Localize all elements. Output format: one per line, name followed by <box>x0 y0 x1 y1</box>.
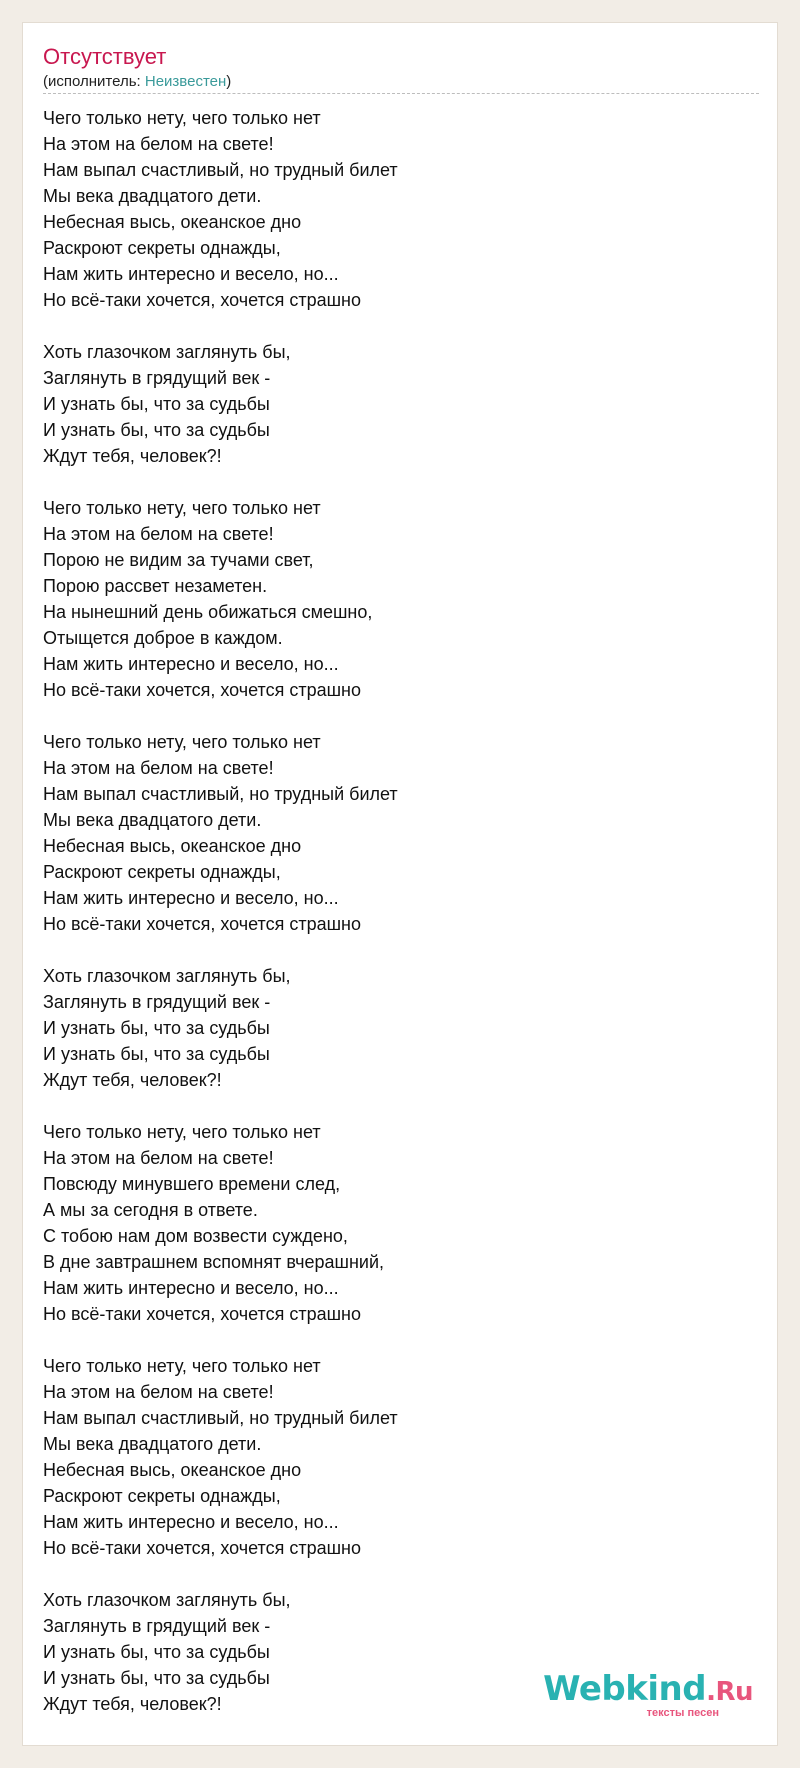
lyric-line: Чего только нету, чего только нет <box>43 1122 321 1142</box>
logo-tld: .Ru <box>706 1677 753 1707</box>
artist-line <box>43 73 231 91</box>
stanza-gap <box>43 1093 743 1119</box>
lyric-line: Небесная высь, океанское дно <box>43 1460 302 1480</box>
artist-link[interactable]: Неизвестен <box>144 73 227 90</box>
lyric-line: Нам жить интересно и весело, но... <box>43 1512 339 1532</box>
lyric-line: На этом на белом на свете! <box>43 524 274 544</box>
lyric-line: Нам жить интересно и весело, но... <box>43 888 339 908</box>
title-divider <box>43 93 759 94</box>
lyric-line: Хоть глазочком заглянуть бы, <box>43 1590 291 1610</box>
lyric-line: Небесная высь, океанское дно <box>43 212 302 232</box>
lyric-line: На этом на белом на свете! <box>43 758 274 778</box>
lyric-line: И узнать бы, что за судьбы <box>43 1642 270 1662</box>
lyric-line: А мы за сегодня в ответе. <box>43 1200 258 1220</box>
lyric-line: Мы века двадцатого дети. <box>43 810 262 830</box>
lyric-line: Ждут тебя, человек?! <box>43 1694 222 1714</box>
lyric-line: Отыщется доброе в каждом. <box>43 628 283 648</box>
lyric-line: Чего только нету, чего только нет <box>43 1356 321 1376</box>
lyric-line: И узнать бы, что за судьбы <box>43 1018 270 1038</box>
lyric-line: Раскроют секреты однажды, <box>43 1486 281 1506</box>
lyric-line: И узнать бы, что за судьбы <box>43 394 270 414</box>
lyric-line: Мы века двадцатого дети. <box>43 186 262 206</box>
lyric-line: Заглянуть в грядущий век - <box>43 992 271 1012</box>
lyric-line: Чего только нету, чего только нет <box>43 498 321 518</box>
stanza-gap <box>43 1561 743 1587</box>
logo-tagline: тексты песен <box>646 1707 719 1719</box>
lyric-line: Но всё-таки хочется, хочется страшно <box>43 1304 362 1324</box>
stanza-gap <box>43 469 743 495</box>
lyric-line: Но всё-таки хочется, хочется страшно <box>43 1538 362 1558</box>
lyric-line: На этом на белом на свете! <box>43 134 274 154</box>
lyric-line: На этом на белом на свете! <box>43 1382 274 1402</box>
lyric-line: Ждут тебя, человек?! <box>43 446 222 466</box>
lyric-line: Порою не видим за тучами свет, <box>43 550 314 570</box>
lyric-line: Заглянуть в грядущий век - <box>43 368 271 388</box>
stanza-gap <box>43 703 743 729</box>
lyric-line: Нам выпал счастливый, но трудный билет <box>43 160 398 180</box>
stanza-gap <box>43 937 743 963</box>
site-logo[interactable] <box>543 1669 753 1721</box>
lyric-line: Но всё-таки хочется, хочется страшно <box>43 290 362 310</box>
lyric-line: Хоть глазочком заглянуть бы, <box>43 966 291 986</box>
lyric-line: И узнать бы, что за судьбы <box>43 420 270 440</box>
lyric-line: Нам жить интересно и весело, но... <box>43 654 339 674</box>
song-title: Отсутствует <box>43 44 167 69</box>
lyric-line: Чего только нету, чего только нет <box>43 732 321 752</box>
logo-wordmark <box>543 1669 753 1712</box>
lyric-line: На этом на белом на свете! <box>43 1148 274 1168</box>
lyric-line: Заглянуть в грядущий век - <box>43 1616 271 1636</box>
artist-prefix: (исполнитель: <box>43 73 145 90</box>
artist-suffix: ) <box>226 73 232 90</box>
lyric-line: Ждут тебя, человек?! <box>43 1070 222 1090</box>
stanza-gap <box>43 1327 743 1353</box>
lyric-line: И узнать бы, что за судьбы <box>43 1668 270 1688</box>
lyric-line: С тобою нам дом возвести суждено, <box>43 1226 348 1246</box>
lyric-line: В дне завтрашнем вспомнят вчерашний, <box>43 1252 385 1272</box>
lyric-line: Нам выпал счастливый, но трудный билет <box>43 1408 398 1428</box>
lyric-line: Небесная высь, океанское дно <box>43 836 302 856</box>
lyric-line: Но всё-таки хочется, хочется страшно <box>43 680 362 700</box>
lyric-line: Раскроют секреты однажды, <box>43 238 281 258</box>
lyric-line: Раскроют секреты однажды, <box>43 862 281 882</box>
lyric-line: Нам жить интересно и весело, но... <box>43 264 339 284</box>
lyrics-text <box>43 105 743 1717</box>
logo-brand: Webkind <box>543 1669 707 1709</box>
lyric-line: На нынешний день обижаться смешно, <box>43 602 373 622</box>
lyric-line: Чего только нету, чего только нет <box>43 108 321 128</box>
lyric-line: Хоть глазочком заглянуть бы, <box>43 342 291 362</box>
lyric-line: Мы века двадцатого дети. <box>43 1434 262 1454</box>
lyric-line: Нам жить интересно и весело, но... <box>43 1278 339 1298</box>
lyric-line: Повсюду минувшего времени след, <box>43 1174 341 1194</box>
lyric-line: Но всё-таки хочется, хочется страшно <box>43 914 362 934</box>
lyric-line: Порою рассвет незаметен. <box>43 576 268 596</box>
lyric-line: И узнать бы, что за судьбы <box>43 1044 270 1064</box>
stanza-gap <box>43 313 743 339</box>
lyrics-card <box>22 22 778 1746</box>
lyric-line: Нам выпал счастливый, но трудный билет <box>43 784 398 804</box>
